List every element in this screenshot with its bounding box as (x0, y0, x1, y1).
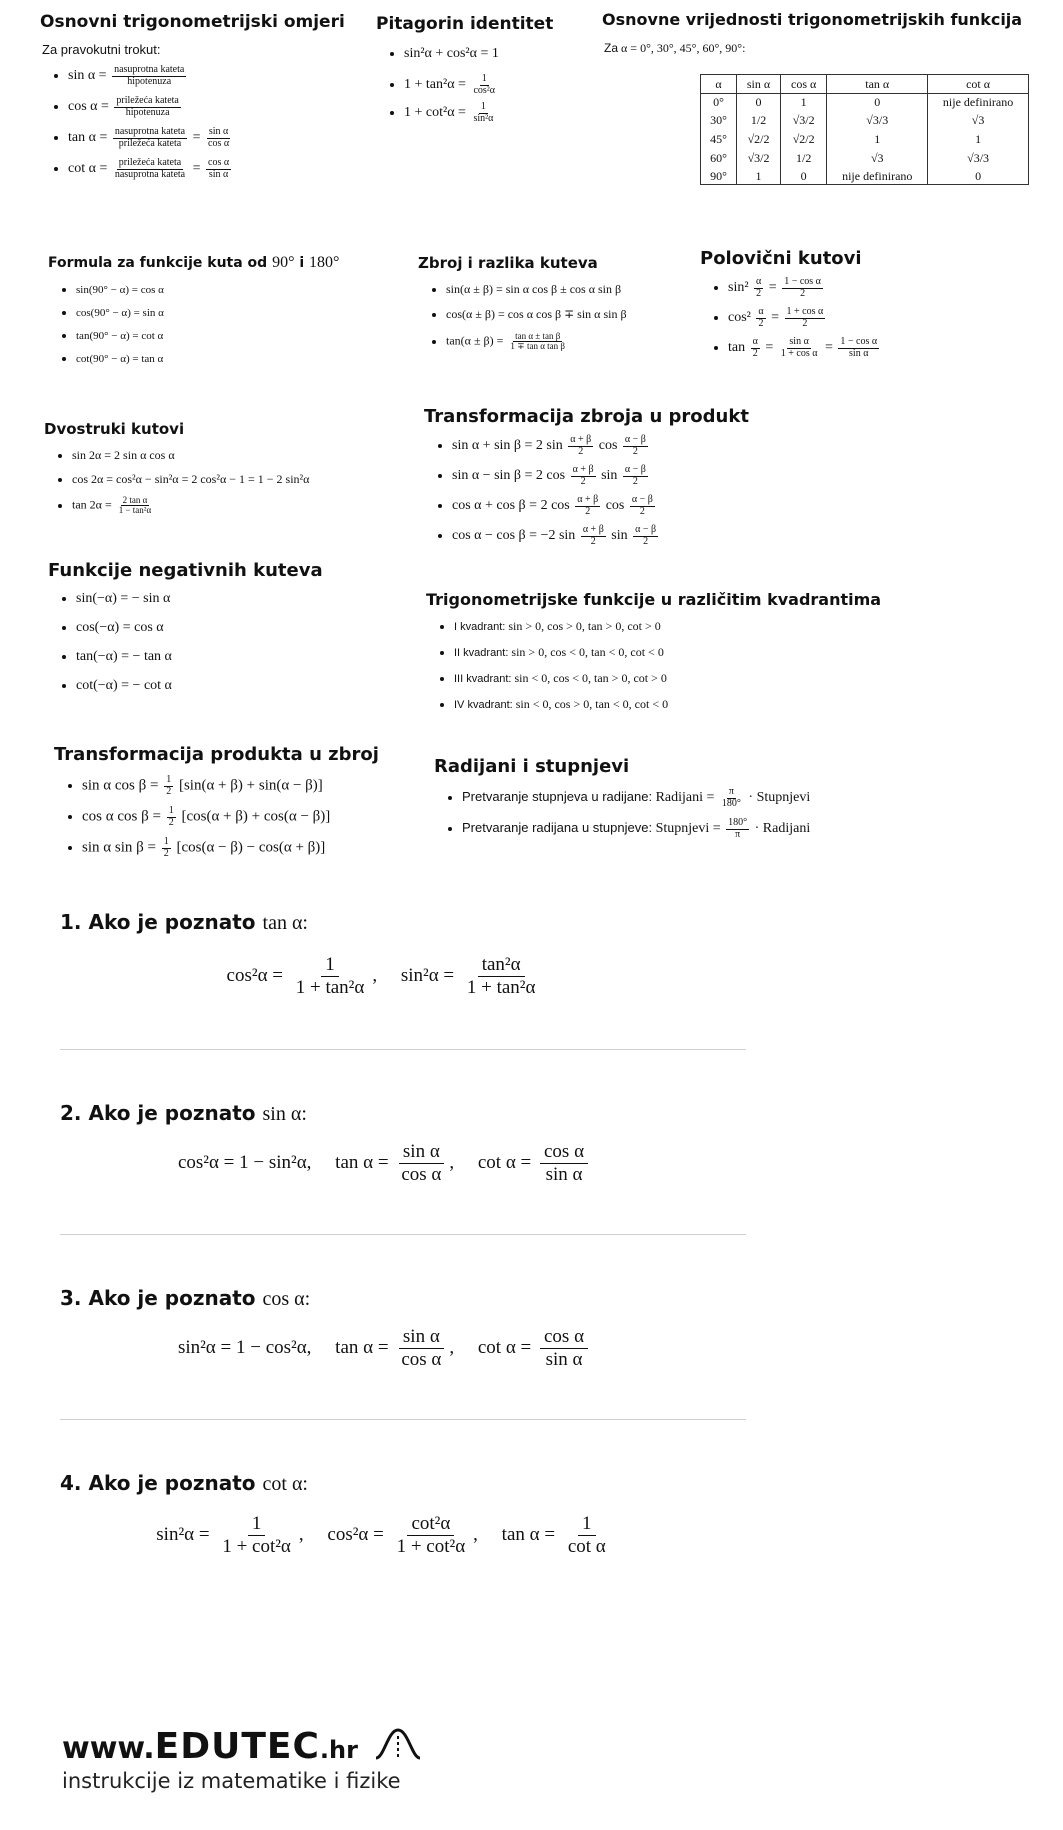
fraction: $\frac{\text{cos α}}{\text{sin α}}$ (540, 1327, 588, 1370)
fraction: $\frac{1}{\text{1 + cot²α}}$ (222, 1513, 291, 1557)
list-item: • sin(90° − α) = cos α (76, 282, 339, 305)
formula-heading-2: 2. Ako je poznato sin α: (60, 1101, 307, 1125)
fraction: $\frac{\pi}{180^\circ}$ (721, 786, 741, 809)
fraction: $\frac{\alpha - \beta}{2}$ (624, 434, 646, 457)
list-item: • IV kvadrant: sin < 0, cos > 0, tan < 0, cot < 0 (454, 697, 881, 723)
list-item: • 1 + cot²α = $\frac{1}{\text{sin²α}}$ (404, 102, 553, 130)
section-intro: Za α = 0°, 30°, 45°, 60°, 90°: (604, 41, 746, 55)
section-title: Pitagorin identitet (376, 14, 554, 34)
fraction: $\frac{\text{nasuprotna kateta}}{\text{priležeća kateta}}$ (114, 126, 186, 149)
fraction: $\frac{1}{2}$ (168, 805, 174, 828)
logo-tagline: instrukcije iz matematike i fizike (62, 1769, 401, 1793)
list-item: • sin²α + cos²α = 1 (404, 46, 553, 74)
fraction: $\frac{\text{cos α}}{\text{sin α}}$ (540, 1142, 588, 1185)
trig-values-table (700, 74, 1029, 185)
formula-list (700, 277, 881, 367)
formula-list (418, 282, 627, 357)
list-item: • cot α = $\frac{\text{priležeća kateta}}{\text{nasuprotna kateta}}$ = $\frac{\text{cos α}}{\text{sin α}}$ (68, 158, 345, 189)
list-item: • sin α + sin β = 2 sin $\frac{\alpha + \beta}{2}$ cos $\frac{\alpha - \beta}{2}$ (452, 435, 749, 465)
list-item: • II kvadrant: sin > 0, cos < 0, tan < 0, cot < 0 (454, 645, 881, 671)
identity-list (376, 46, 553, 130)
fraction: $\frac{\alpha - \beta}{2}$ (631, 494, 653, 517)
formula-list (426, 619, 881, 723)
list-item: • cos(90° − α) = sin α (76, 305, 339, 328)
divider (60, 1049, 746, 1050)
fraction: $\frac{\alpha + \beta}{2}$ (572, 464, 594, 487)
formula-heading-3: 3. Ako je poznato cos α: (60, 1286, 311, 1310)
section-sum-to-product (424, 406, 749, 555)
fraction: $\frac{\alpha}{2}$ (758, 306, 764, 329)
section-title: Trigonometrijske funkcije u različitim kvadrantima (426, 590, 882, 609)
fraction: $\frac{1}{\text{1 + tan²α}}$ (295, 954, 365, 998)
list-item: • sin 2α = 2 sin α cos α (72, 448, 309, 472)
fraction: $\frac{\alpha - \beta}{2}$ (635, 524, 657, 547)
table-row: 30° 1/2 √3/2 √3/3 √3 (701, 111, 1029, 130)
column-header: tan α (827, 75, 928, 94)
fraction: $\frac{180^\circ}{\pi}$ (728, 817, 748, 840)
formula-list (48, 591, 323, 707)
formula-list (424, 435, 749, 555)
formula-list (434, 787, 810, 849)
table-header-row (701, 75, 1029, 94)
fraction: $\frac{1}{\text{cot α}}$ (567, 1513, 606, 1557)
fraction: $\frac{1}{\text{cos²α}}$ (473, 73, 496, 96)
column-header: sin α (737, 75, 781, 94)
section-radians-degrees (434, 756, 810, 849)
fraction: $\frac{\text{sin α}}{\text{cos α}}$ (208, 126, 230, 149)
formula-list (48, 282, 339, 374)
list-item: • III kvadrant: sin < 0, cos < 0, tan > 0, cot > 0 (454, 671, 881, 697)
section-title: Osnovni trigonometrijski omjeri (40, 12, 345, 32)
fraction: $\frac{\text{priležeća kateta}}{\text{hipotenuza}}$ (116, 95, 179, 118)
column-header: cot α (928, 75, 1029, 94)
fraction: $\frac{\text{sin α}}{\text{cos α}}$ (397, 1327, 445, 1370)
list-item: • tan(90° − α) = cot α (76, 328, 339, 351)
list-item: • tan(α ± β) = $\frac{\text{tan α ± tan β}}{\text{1 ∓ tan α tan β}}$ (446, 332, 627, 357)
fraction: $\frac{\text{priležeća kateta}}{\text{nasuprotna kateta}}$ (114, 157, 186, 180)
fraction: $\frac{\alpha + \beta}{2}$ (570, 434, 592, 457)
list-item: • cos α + cos β = 2 cos $\frac{\alpha + \beta}{2}$ cos $\frac{\alpha - \beta}{2}$ (452, 495, 749, 525)
list-item: • 1 + tan²α = $\frac{1}{\text{cos²α}}$ (404, 74, 553, 102)
section-title: Dvostruki kutovi (44, 420, 185, 438)
section-title: Formula za funkcije kuta od 90° i 180° (48, 254, 340, 271)
list-item: • Pretvaranje stupnjeva u radijane: Radijani = $\frac{\pi}{180^\circ}$ · Stupnjevi (462, 787, 810, 818)
section-title: Zbroj i razlika kuteva (418, 254, 598, 272)
list-item: • cos α = $\frac{\text{priležeća kateta}}{\text{hipotenuza}}$ (68, 96, 345, 127)
section-title: Radijani i stupnjevi (434, 756, 630, 777)
section-title: Funkcije negativnih kuteva (48, 560, 323, 581)
section-pythagorean-identity (376, 14, 553, 130)
fraction: $\frac{1}{\text{sin²α}}$ (473, 101, 494, 124)
list-item: • sin α sin β = $\frac{1}{2}$ [cos(α − β) − cos(α + β)] (82, 837, 379, 868)
section-title: Osnovne vrijednosti trigonometrijskih funkcija (602, 10, 1023, 29)
fraction: $\frac{\text{nasuprotna kateta}}{\text{hipotenuza}}$ (114, 64, 185, 87)
section-negative-angles (48, 560, 323, 707)
list-item: • tan(−α) = − tan α (76, 649, 323, 678)
formula-heading-1: 1. Ako je poznato tan α: (60, 910, 308, 934)
list-item: • sin(α ± β) = sin α cos β ± cos α sin β (446, 282, 627, 307)
section-product-to-sum (54, 744, 379, 868)
fraction: $\frac{\alpha - \beta}{2}$ (624, 464, 646, 487)
list-item: • Pretvaranje radijana u stupnjeve: Stupnjevi = $\frac{180^\circ}{\pi}$ · Radijani (462, 818, 810, 849)
formula-heading-4: 4. Ako je poznato cot α: (60, 1471, 308, 1495)
edutec-logo[interactable] (62, 1726, 422, 1793)
section-intro: Za pravokutni trokut: (42, 42, 161, 57)
list-item: • cos² $\frac{\alpha}{2}$ = $\frac{\text{1 + cos α}}{2}$ (728, 307, 881, 337)
fraction: $\frac{\text{1 − cos α}}{2}$ (784, 276, 821, 299)
list-item: • sin² $\frac{\alpha}{2}$ = $\frac{\text{1 − cos α}}{2}$ (728, 277, 881, 307)
section-title: Transformacija produkta u zbroj (54, 744, 379, 765)
formula-1: cos²α = $\frac{1}{\text{1 + tan²α}}$ , sin²α = $\frac{\text{tan²α}}{\text{1 + tan²α}}$ (0, 955, 770, 998)
fraction: $\frac{\text{1 + cos α}}{2}$ (786, 306, 824, 329)
list-item: • tan $\frac{\alpha}{2}$ = $\frac{\text{sin α}}{\text{1 + cos α}}$ = $\frac{\text{1 − cos α}}{\text{sin α}}$ (728, 337, 881, 367)
section-title: Transformacija zbroja u produkt (424, 406, 749, 427)
logo-wordmark: www.EDUTEC.hr (62, 1726, 422, 1767)
table-row: 60° √3/2 1/2 √3 √3/3 (701, 149, 1029, 168)
section-basic-ratios (40, 12, 345, 189)
list-item: • cos(−α) = cos α (76, 620, 323, 649)
list-item: • sin α cos β = $\frac{1}{2}$ [sin(α + β) + sin(α − β)] (82, 775, 379, 806)
list-item: • cos α − cos β = −2 sin $\frac{\alpha + \beta}{2}$ sin $\frac{\alpha - \beta}{2}$ (452, 525, 749, 555)
column-header: α (701, 75, 737, 94)
divider (60, 1419, 746, 1420)
column-header: cos α (781, 75, 827, 94)
fraction: $\frac{\text{2 tan α}}{\text{1 − tan²α}}$ (118, 495, 152, 516)
sine-wave-icon (374, 1726, 422, 1762)
list-item: • sin α = $\frac{\text{nasuprotna kateta}}{\text{hipotenuza}}$ (68, 65, 345, 96)
list-item: • tan 2α = $\frac{\text{2 tan α}}{\text{1 − tan²α}}$ (72, 496, 309, 520)
list-item: • cos 2α = cos²α − sin²α = 2 cos²α − 1 = 1 − 2 sin²α (72, 472, 309, 496)
fraction: $\frac{\text{cos α}}{\text{sin α}}$ (208, 157, 230, 180)
divider (60, 1234, 746, 1235)
section-basic-values (602, 10, 1022, 56)
fraction: $\frac{1}{2}$ (163, 836, 169, 859)
fraction: $\frac{\text{1 − cos α}}{\text{sin α}}$ (840, 336, 878, 359)
list-item: • cos α cos β = $\frac{1}{2}$ [cos(α + β) + cos(α − β)] (82, 806, 379, 837)
fraction: $\frac{\text{tan α ± tan β}}{\text{1 ∓ tan α tan β}}$ (510, 331, 565, 352)
list-item: • sin(−α) = − sin α (76, 591, 323, 620)
formula-list (44, 448, 309, 520)
list-item: • tan α = $\frac{\text{nasuprotna kateta}}{\text{priležeća kateta}}$ = $\frac{\text{sin α}}{\text{cos α}}$ (68, 127, 345, 158)
section-complementary-angles (48, 254, 339, 374)
table-row: 90° 1 0 nije definirano 0 (701, 168, 1029, 185)
formula-4: sin²α = $\frac{1}{\text{1 + cot²α}}$ , cos²α = $\frac{\text{cot²α}}{\text{1 + cot²α}}$ , tan α = $\frac{1}{\text{cot α}}$ (0, 1514, 770, 1557)
section-half-angles (700, 248, 881, 367)
fraction: $\frac{\text{sin α}}{\text{1 + cos α}}$ (780, 336, 818, 359)
formula-3: sin²α = 1 − cos²α, tan α = $\frac{\text{sin α}}{\text{cos α}}$ , cot α = $\frac{\text{cos α}}{\text{sin α}}$ (0, 1327, 770, 1370)
fraction: $\frac{\text{sin α}}{\text{cos α}}$ (397, 1142, 445, 1185)
fraction: $\frac{\alpha}{2}$ (756, 276, 762, 299)
fraction: $\frac{\text{tan²α}}{\text{1 + tan²α}}$ (466, 954, 536, 998)
list-item: • sin α − sin β = 2 cos $\frac{\alpha + \beta}{2}$ sin $\frac{\alpha - \beta}{2}$ (452, 465, 749, 495)
section-double-angles (44, 420, 309, 520)
fraction: $\frac{\text{cot²α}}{\text{1 + cot²α}}$ (396, 1513, 466, 1557)
fraction: $\frac{\alpha}{2}$ (752, 336, 758, 359)
ratio-list (40, 65, 345, 189)
fraction: $\frac{\alpha + \beta}{2}$ (582, 524, 604, 547)
formula-2: cos²α = 1 − sin²α, tan α = $\frac{\text{sin α}}{\text{cos α}}$ , cot α = $\frac{\text{cos α}}{\text{sin α}}$ (0, 1142, 770, 1185)
list-item: • cot(90° − α) = tan α (76, 351, 339, 374)
section-sum-difference (418, 254, 627, 357)
list-item: • cot(−α) = − cot α (76, 678, 323, 707)
fraction: $\frac{\alpha + \beta}{2}$ (577, 494, 599, 517)
list-item: • cos(α ± β) = cos α cos β ∓ sin α sin β (446, 307, 627, 332)
section-title: Polovični kutovi (700, 248, 862, 269)
fraction: $\frac{1}{2}$ (166, 774, 172, 797)
list-item: • I kvadrant: sin > 0, cos > 0, tan > 0, cot > 0 (454, 619, 881, 645)
section-quadrants (426, 590, 881, 723)
formula-list (54, 775, 379, 868)
table-row: 0° 0 1 0 nije definirano (701, 94, 1029, 111)
table-row: 45° √2/2 √2/2 1 1 (701, 130, 1029, 149)
